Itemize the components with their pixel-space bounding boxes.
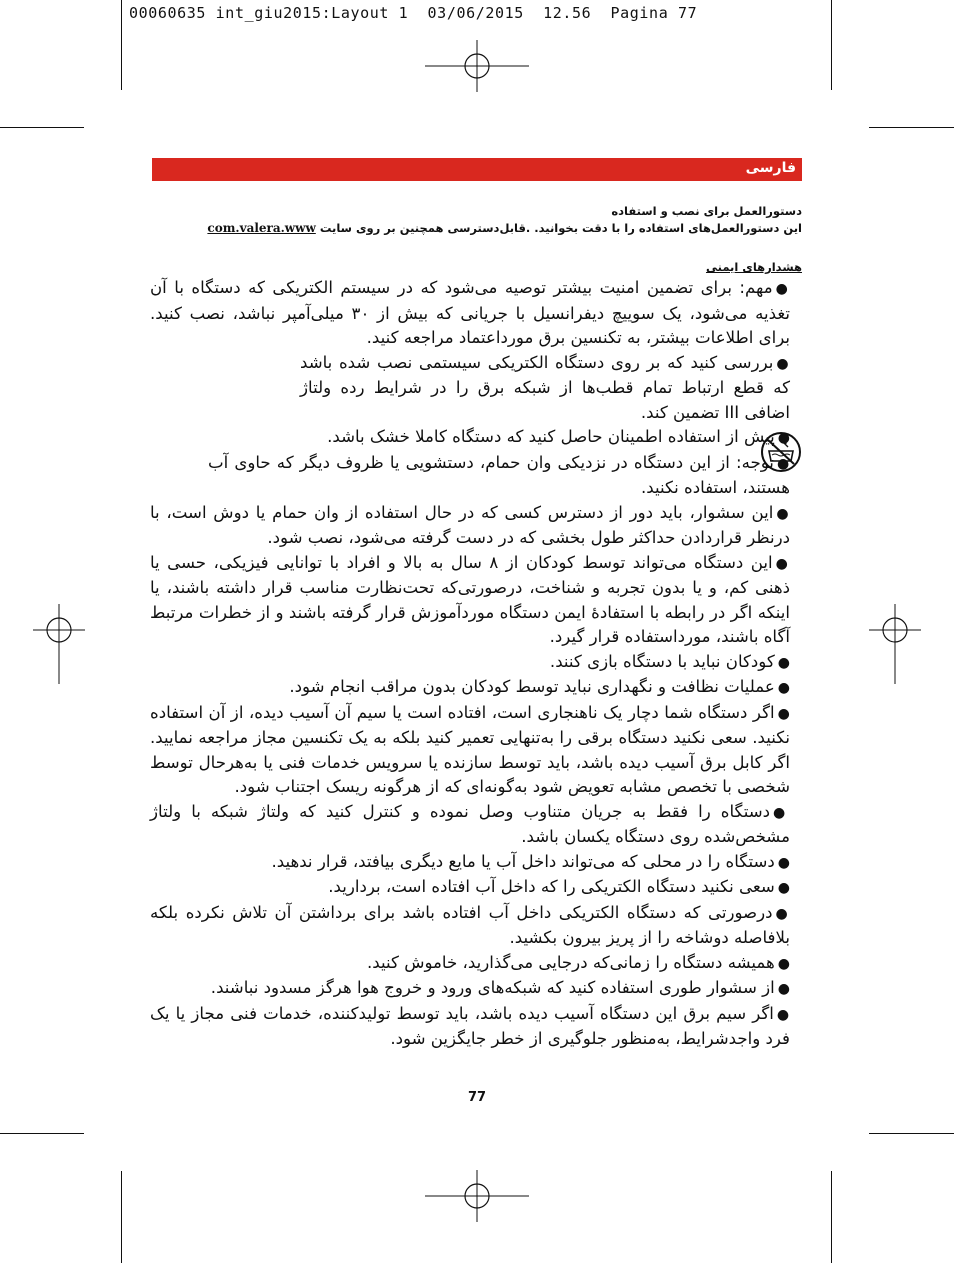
bullet: ● (776, 1006, 790, 1023)
list-item: ●از سشوار طوری استفاده کنید که شبکه‌های ورود و خروج هوا هرگز مسدود نباشند. (210, 978, 790, 997)
bullet: ● (776, 355, 791, 372)
list-item: ●پیش از استفاده اطمینان حاصل کنید که دستگاه کاملا خشک باشد. (327, 427, 790, 446)
bullet: ● (777, 654, 790, 671)
list-item: ●دستگاه را فقط به جریان متناوب وصل نموده و کنترل کنید که ولتاژ شبکه با ولتاژ مشخص‌شده روی دستگاه یکسان باشد. (150, 801, 791, 846)
bullet: ● (775, 555, 790, 572)
registration-mark-left (33, 604, 85, 684)
safety-heading: هشدارهای ایمنی (705, 260, 802, 274)
bullet: ● (777, 854, 790, 871)
list-item: ●توجه: از این دستگاه در نزدیکی وان حمام، دستشویی یا ظروف دیگر که حاوی آب هستند، استفاده نکنید. (208, 452, 791, 497)
intro-text: این دستورالعمل‌های استفاده را با دقت بخوانید. .قابل‌دسترسی همچنین بر روی سایت (319, 221, 802, 235)
registration-mark-top (425, 40, 529, 92)
list-item: ●این دستگاه می‌تواند توسط کودکان از ۸ سال به بالا و افراد با توانایی فیزیکی، حسی یا ذهنی کم، و یا بدون تجربه و شناخت، درصورتی‌که تحت‌نظارت مناسب قرار داشته باشند، یا اینکه اگر در رابطه با استفادهٔ ایمن دستگاه موردآموزش قرار گرفته باشند و از خطرات مرتبط آگاه باشند، مورداستفاده قرار گیرد. (150, 552, 790, 646)
language-label: فارسی (745, 160, 796, 176)
crop-mark-top-left-horizontal (0, 127, 84, 128)
list-item: ●اگر سیم برق این دستگاه آسیب دیده باشد، باید توسط تولیدکننده، خدمات فنی مجاز یا یک فرد واجدشرایط، به‌منظور جلوگیری از خطر جایگزین شود. (150, 1003, 790, 1048)
page-number: 77 (467, 1090, 487, 1105)
intro-title: دستورالعمل برای نصب و استفاده (611, 204, 802, 218)
crop-mark-top-right-vertical (831, 0, 832, 90)
crop-mark-bottom-right-horizontal (869, 1133, 954, 1134)
crop-mark-bottom-right-vertical (831, 1171, 832, 1263)
registration-mark-right (869, 604, 921, 684)
list-item: ●بررسی کنید که بر روی دستگاه الکتریکی سیستمی نصب شده باشد که قطع ارتباط تمام قطب‌ها از شبکه برق را در شرایط رده ولتاژ اضافی III تضمین کند. (300, 352, 791, 422)
crop-mark-bottom-left-vertical (121, 1171, 122, 1263)
crop-mark-top-left-vertical (121, 0, 122, 90)
list-item: ●مهم: برای تضمین امنیت بیشتر توصیه می‌شود که در سیستم الکتریکی که دستگاه با آن تغذیه می‌شود، یک سوییچ دیفرانسیل با جریانی که بیش از ۳۰ میلی‌آمپر نباشد، نصب کنید. برای اطلاعات بیشتر، به تکنسین برق مورداعتماد مراجعه کنید. (150, 278, 790, 347)
list-item: ●سعی نکنید دستگاه الکتریکی را که داخل آب افتاده است، بردارید. (328, 877, 790, 896)
list-item: ●همیشه دستگاه را زمانی‌که درجایی می‌گذارید، خاموش کنید. (367, 952, 790, 972)
bullet: ● (777, 955, 790, 972)
bullet: ● (777, 880, 790, 896)
list-item: ●اگر دستگاه شما دچار یک ناهنجاری است، افتاده است یا سیم آن آسیب دیده، از آن استفاده نکنید. سعی نکنید دستگاه برقی را به‌تنهایی تعمیر کنید بلکه به یک تکنسین مجاز مراجعه نمایید. اگر کابل برق آسیب دیده باشد، باید توسط سازنده یا سرویس خدمات فنی یا به‌هرحال توسط شخصی با تخصص مشابه تعویض شود به‌گونه‌ای که از هرگونه ریسک اجتناب شود. (150, 702, 791, 796)
website-link[interactable]: com.valera.www (207, 221, 316, 235)
crop-mark-bottom-left-horizontal (0, 1133, 84, 1134)
list-item: ●این سشوار، باید دور از دسترس کسی که در حال استفاده از وان حمام یا دوش است، با درنظر قراردادن حداکثر طول بخشی که در دست گرفته می‌شود، نصب شود. (150, 502, 790, 547)
bullet: ● (777, 680, 790, 696)
bullet: ● (777, 705, 791, 722)
list-item: ●کودکان نباید با دستگاه بازی کنند. (549, 651, 790, 671)
language-band (152, 158, 802, 181)
bullet: ● (773, 804, 791, 821)
list-item: ●درصورتی که دستگاه الکتریکی داخل آب افتاده باشد برای برداشتن آن تلاش نکرده بلکه بلافاصله دوشاخه را از پریز بیرون بکشید. (150, 902, 791, 947)
list-item: ●عملیات نظافت و نگهداری نباید توسط کودکان بدون مراقب انجام شود. (289, 677, 790, 696)
intro-block (162, 203, 802, 237)
bullet: ● (776, 505, 790, 522)
crop-mark-top-right-horizontal (869, 127, 954, 128)
safety-list (150, 276, 790, 1052)
bullet: ● (777, 981, 790, 997)
list-item: ●دستگاه را در محلی که می‌تواند داخل آب یا مایع دیگری بیافتد، قرار ندهید. (271, 851, 790, 871)
bullet: ● (776, 455, 791, 472)
bullet: ● (775, 281, 790, 297)
intro-line (162, 220, 802, 237)
registration-mark-bottom (425, 1170, 529, 1222)
print-slug: 00060635 int_giu2015:Layout 1 03/06/2015 12.56 Pagina 77 (129, 4, 698, 22)
bullet: ● (777, 430, 790, 446)
bullet: ● (775, 905, 791, 922)
